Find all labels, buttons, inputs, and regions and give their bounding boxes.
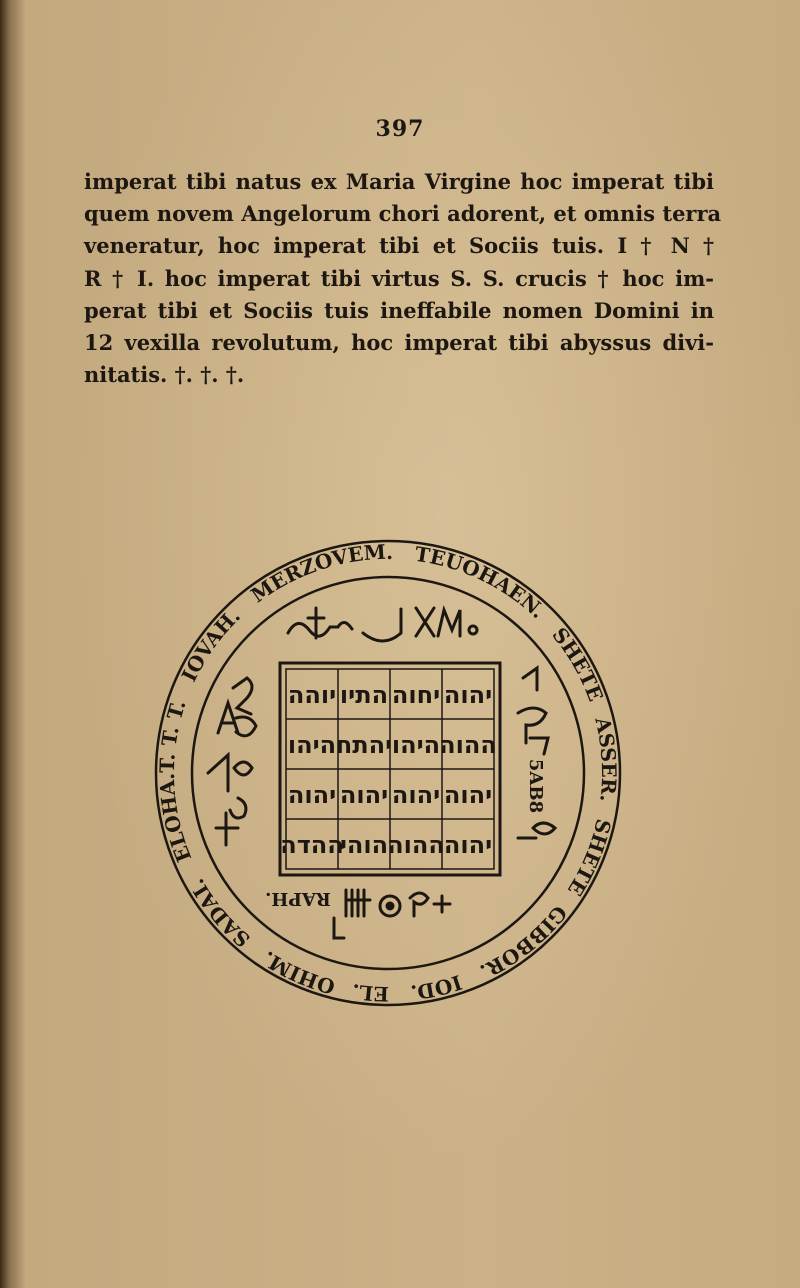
- text-line: veneratur, hoc imperat tibi et Sociis tuis. I † N †: [84, 233, 714, 259]
- grid-cell: היהו: [391, 731, 441, 759]
- grid-cell: התיו: [339, 681, 389, 709]
- text-line: quem novem Angelorum chori adorent, et omnis terra: [84, 201, 722, 227]
- grid-cell: יוהה: [287, 681, 337, 709]
- grid-cell: יהוה: [443, 831, 493, 859]
- grid-cell: ההדה: [280, 831, 344, 859]
- grid-cell: הוהי: [339, 831, 389, 859]
- text-line: R † I. hoc imperat tibi virtus S. S. crucis † hoc im-: [84, 265, 714, 291]
- seal-svg: [138, 538, 638, 1008]
- grid-cell: היהו: [287, 731, 337, 759]
- grid-cell: יהוה: [287, 781, 337, 809]
- text-line: perat tibi et Sociis tuis ineffabile nomen Domini in: [84, 297, 714, 323]
- seal-figure: [138, 538, 638, 1008]
- text-line: 12 vexilla revolutum, hoc imperat tibi abyssus divi-: [84, 329, 714, 355]
- grid-cell: יהתח: [335, 731, 393, 759]
- grid-letters: [280, 681, 497, 859]
- grid-cell: יהוה: [443, 781, 493, 809]
- text-line: nitatis. †. †. †.: [84, 362, 245, 388]
- sigil-characters-top: [288, 608, 477, 641]
- grid-cell: יהוה: [339, 781, 389, 809]
- grid-cell: יהוה: [391, 781, 441, 809]
- seal-bottom-inscription: RAPH.: [265, 888, 331, 909]
- grid-cell: יחוה: [391, 681, 441, 709]
- grid-cell: יהוה: [443, 681, 493, 709]
- seal-right-numerals: 5AB8: [525, 758, 546, 814]
- page-number: 397: [375, 116, 425, 142]
- sigil-characters-left: [208, 678, 256, 845]
- grid-cell: ההוה: [439, 731, 497, 759]
- sigil-characters-bottom: [334, 890, 450, 938]
- grid-cell: ההוה: [387, 831, 445, 859]
- body-text: [84, 166, 722, 391]
- text-line: imperat tibi natus ex Maria Virgine hoc imperat tibi: [84, 169, 714, 194]
- ring-inscription: T. T. T. IOVAH. MERZOVEM. TEUOHAEN. SHETE ASSER. SHETE GIBBOR. IOD. EL. OHIM. SADAI. ELOHA.: [154, 539, 622, 1007]
